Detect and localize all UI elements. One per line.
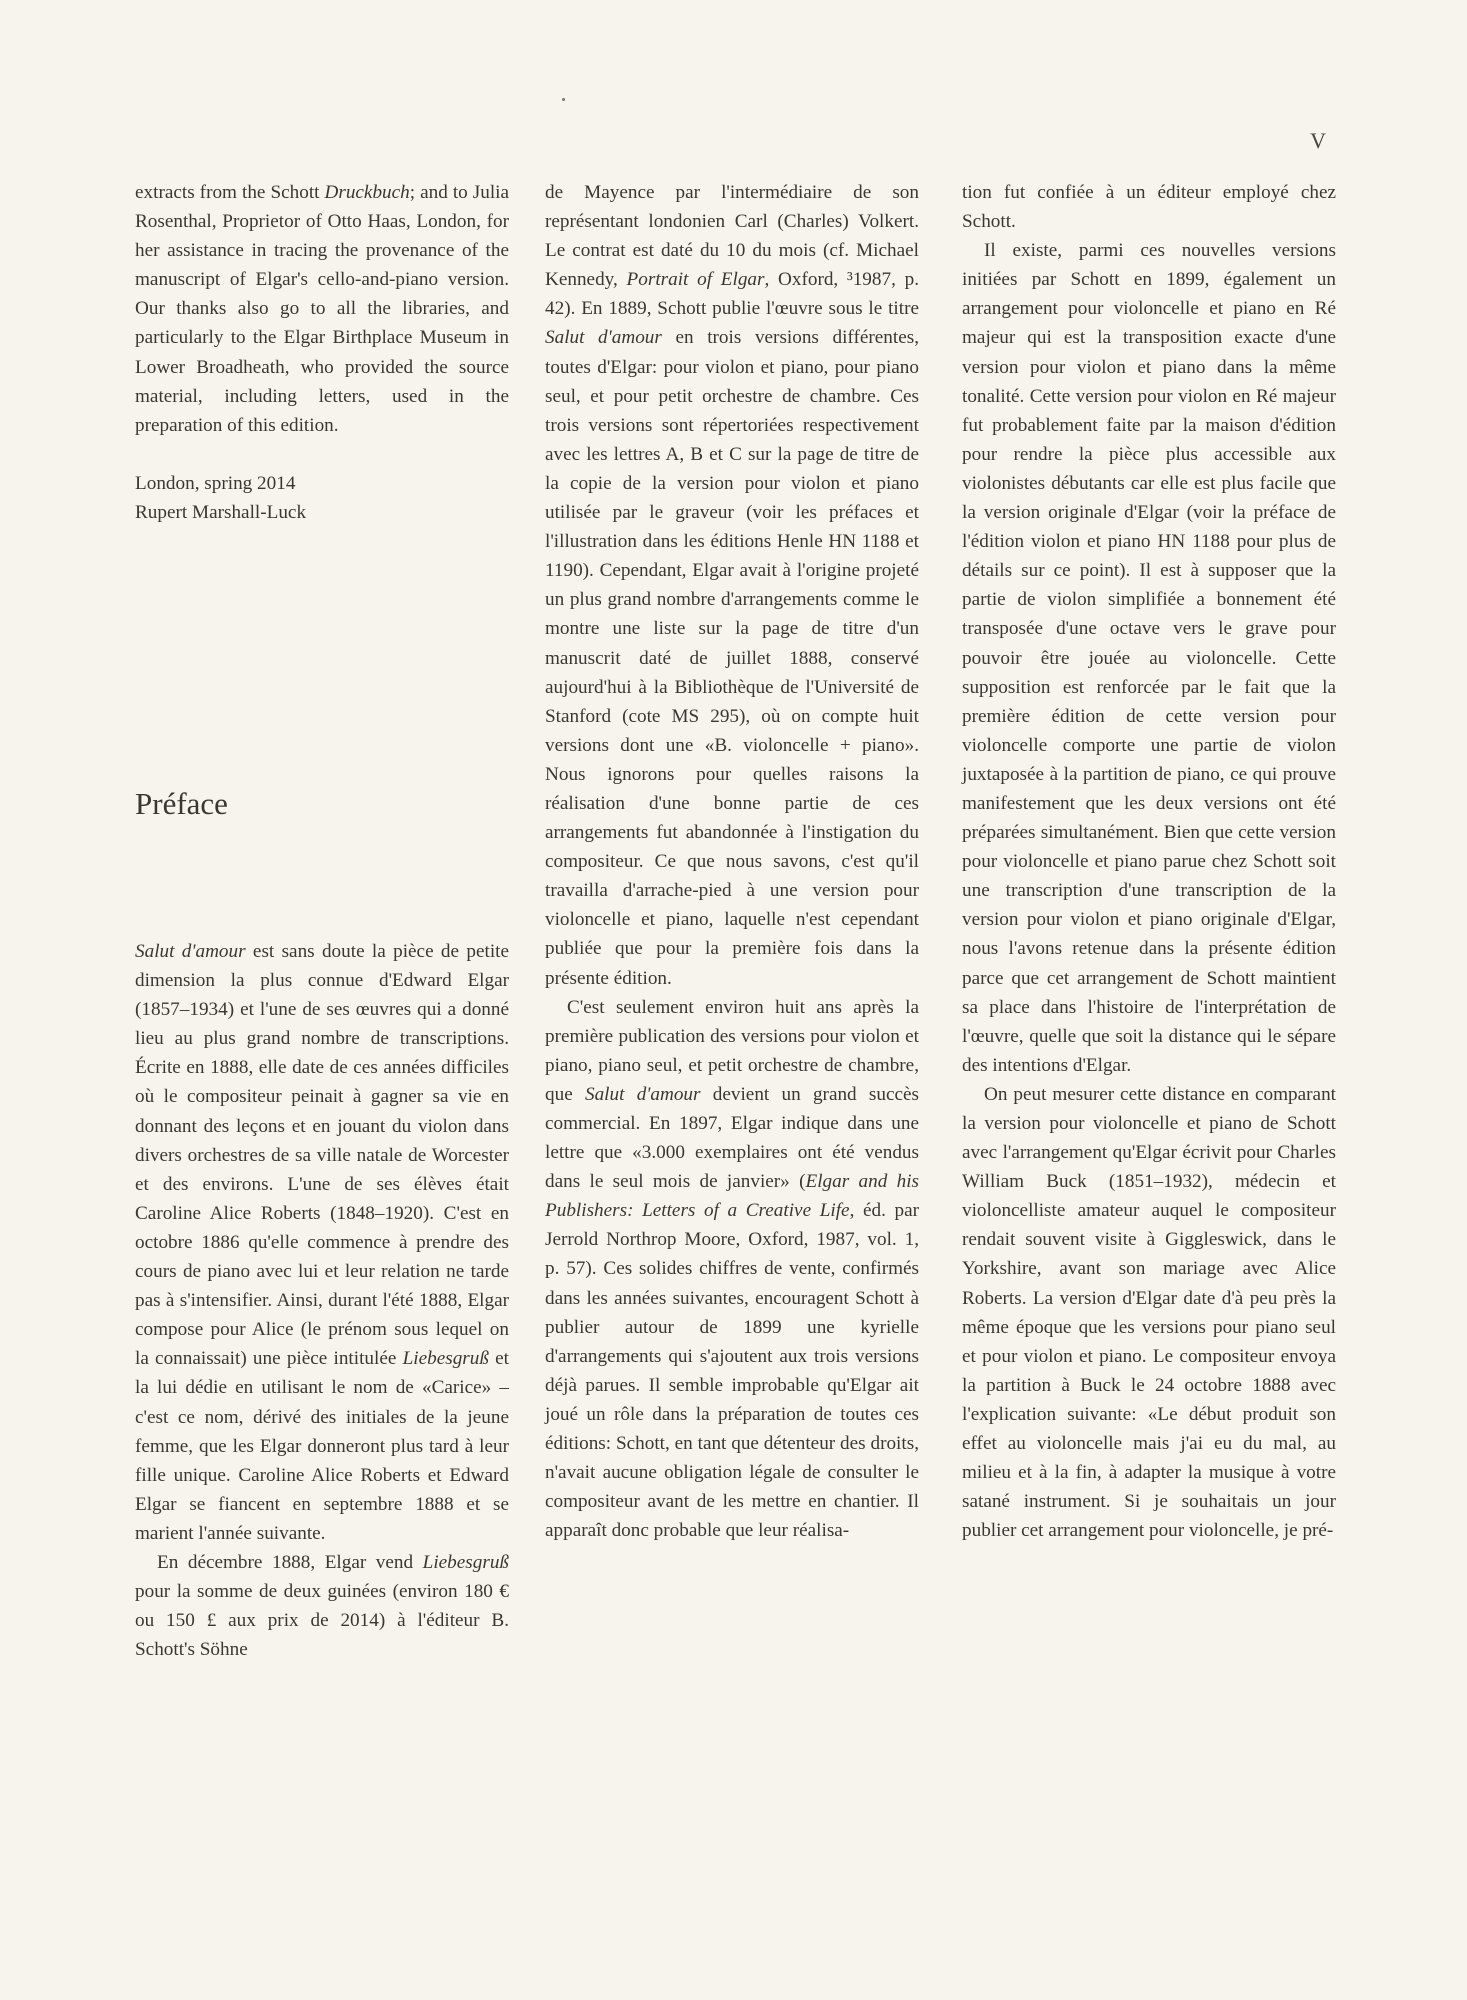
signature-name: Rupert Marshall-Luck — [135, 501, 307, 523]
column-3 — [962, 178, 1336, 1545]
signature-place-date: London, spring 2014 — [135, 472, 296, 494]
text-run: devient un grand succès commercial. En 1897, Elgar indique dans une lettre que «3.000 exemplaires ont été vendus dans le seul mois de janvier» ( — [545, 1083, 919, 1193]
italic-title: Elgar and his Publishers: Letters of a Creative Life — [545, 1171, 919, 1222]
preface-paragraph: tion fut confiée à un éditeur employé chez Schott. — [962, 182, 1336, 233]
text-run: de Mayence par l'intermédiaire de son représentant londonien Carl (Charles) Volkert. Le contrat est daté du 10 du mois (cf. Michael Kennedy, — [545, 182, 919, 291]
italic-title: Salut d'amour — [545, 327, 662, 349]
preface-paragraph — [545, 178, 919, 993]
text-run: , éd. par Jerrold Northrop Moore, Oxford, 1987, vol. 1, p. 57). Ces solides chiffres de vente, confirmés dans les années suivantes, encouragent Schott à publier autour de 1899 une kyrielle d'arrangements qui s'ajoutent aux trois versions déjà parues. Il semble improbable qu'Elgar ait joué un rôle dans la préparation de toutes ces éditions: Schott, en tant que détenteur des droits, n'avait aucune obligation légale de consulter le compositeur avant de les mettre en chantier. Il apparaît donc probable que leur réalisa- — [545, 1200, 919, 1542]
text-run: est sans doute la pièce de petite dimension la plus connue d'Edward Elgar (1857–1934) et l'une de ses œuvres qui a donné lieu au plus grand nombre de transcriptions. Écrite en 1888, elle date de ces années difficiles où le compositeur peinait à gagner sa vie en donnant des leçons et en jouant du violon dans divers orchestres de sa ville natale de Worcester et des environs. L'une de ses élèves était Caroline Alice Roberts (1848–1920). C'est en octobre 1886 qu'elle commence à prendre des cours de piano avec lui et leur relation ne tarde pas à s'intensifier. Ainsi, durant l'été 1888, Elgar compose pour Alice (le prénom sous lequel on la connaissait) une pièce intitulée — [135, 941, 509, 1370]
preface-paragraph: On peut mesurer cette distance en comparant la version pour violoncelle et piano de Schott avec l'arrangement qu'Elgar écrivit pour Charles William Buck (1851–1932), médecin et violoncelliste amateur auquel le compositeur rendait souvent visite à Giggleswick, dans le Yorkshire, avant son mariage avec Alice Roberts. La version d'Elgar date d'à peu près la même époque que les versions pour piano seul et pour violon et piano. Le compositeur envoya la partition à Buck le 24 octobre 1888 avec l'explication suivante: «Le début produit son effet au violoncelle mais j'ai eu du mal, au milieu et à la fin, à adapter la musique à votre satané instrument. Si je souhaitais un jour publier cet arrangement pour violoncelle, je pré- — [962, 1083, 1336, 1542]
preface-column-1 — [135, 937, 509, 1664]
preface-paragraph — [545, 993, 919, 1546]
text-run: pour la somme de deux guinées (environ 180 € ou 150 £ aux prix de 2014) à l'éditeur B. Schott's Söhne — [135, 1581, 509, 1661]
column-1 — [135, 178, 509, 527]
section-heading: Préface — [135, 786, 228, 821]
acknowledgement-paragraph — [135, 178, 509, 440]
preface-paragraph — [135, 1548, 509, 1664]
italic-title: Druckbuch — [324, 182, 410, 203]
page-number: V — [1310, 128, 1327, 153]
italic-title: Liebesgruß — [422, 1551, 509, 1573]
stray-mark — [562, 98, 565, 101]
text-run: , Oxford, ³1987, p. 42). En 1889, Schott publie l'œuvre sous le titre — [545, 269, 919, 320]
italic-title: Salut d'amour — [584, 1083, 701, 1105]
column-2 — [545, 178, 919, 1545]
italic-title: Salut d'amour — [135, 941, 246, 962]
text-run: ; and to Julia Rosenthal, Proprietor of Otto Haas, London, for her assistance in tracing the provenance of the manuscript of Elgar's cello-and-piano version. Our thanks also go to all the libraries, and particularly to the Elgar Birthplace Museum in Lower Broadheath, who provided the source material, including letters, used in the preparation of this edition. — [135, 182, 509, 436]
text-run: extracts from the Schott — [135, 182, 325, 203]
preface-paragraph: Il existe, parmi ces nouvelles versions initiées par Schott en 1899, également un arrangement pour violoncelle et piano en Ré majeur qui est la transposition exacte d'une version pour violon et piano dans la même tonalité. Cette version pour violon en Ré majeur fut probablement faite par la maison d'édition pour rendre la pièce plus accessible aux violonistes débutants car elle est plus facile que la version originale d'Elgar (voir la préface de l'édition violon et piano HN 1188 pour plus de détails sur ce point). Il est à supposer que la partie de violon simplifiée a bonnement été transposée d'une octave vers le grave pour pouvoir être jouée au violoncelle. Cette supposition est renforcée par le fait que la première édition de cette version pour violoncelle comporte une partie de violon juxtaposée à la partition de piano, ce qui prouve manifestement que les deux versions ont été préparées simultanément. Bien que cette version pour violoncelle et piano parue chez Schott soit une transcription d'une transcription de la version pour violon et piano originale d'Elgar, nous l'avons retenue dans la présente édition parce que cet arrangement de Schott maintient sa place dans l'histoire de l'interprétation de l'œuvre, quelle que soit la distance qui le sépare des intentions d'Elgar. — [962, 240, 1336, 1076]
preface-paragraph — [135, 937, 509, 1548]
italic-title: Liebesgruß — [402, 1348, 489, 1370]
text-run: C'est seulement environ huit ans après la première publication des versions pour violon et piano, piano seul, et petit orchestre de chambre, que — [545, 996, 919, 1105]
italic-title: Portrait of Elgar — [626, 269, 765, 291]
text-run: en trois versions différentes, toutes d'Elgar: pour violon et piano, pour piano seul, et pour petit orchestre de chambre. Ces trois versions sont répertoriées respectivement avec les lettres A, B et C sur la page de titre de la copie de la version pour violon et piano utilisée par le graveur (voir les préfaces et l'illustration dans les éditions Henle HN 1188 et 1190). Cependant, Elgar avait à l'origine projeté un plus grand nombre d'arrangements comme le montre une liste sur la page de titre d'un manuscrit daté de juillet 1888, conservé aujourd'hui à la Bibliothèque de l'Université de Stanford (cote MS 295), où on compte huit versions dont une «B. violoncelle + piano». Nous ignorons pour quelles raisons la réalisation d'une bonne partie de ces arrangements fut abandonnée à l'instigation du compositeur. Ce que nous savons, c'est qu'il travailla d'arrache-pied à une version pour violoncelle et piano, laquelle n'est cependant publiée que pour la première fois dans la présente édition. — [545, 327, 919, 989]
text-run: et la lui dédie en utilisant le nom de «Carice» – c'est ce nom, dérivé des initiales de la jeune femme, que les Elgar donneront plus tard à leur fille unique. Caroline Alice Roberts et Edward Elgar se fiancent en septembre 1888 et se marient l'année suivante. — [135, 1348, 509, 1544]
text-run: En décembre 1888, Elgar vend — [157, 1551, 423, 1573]
